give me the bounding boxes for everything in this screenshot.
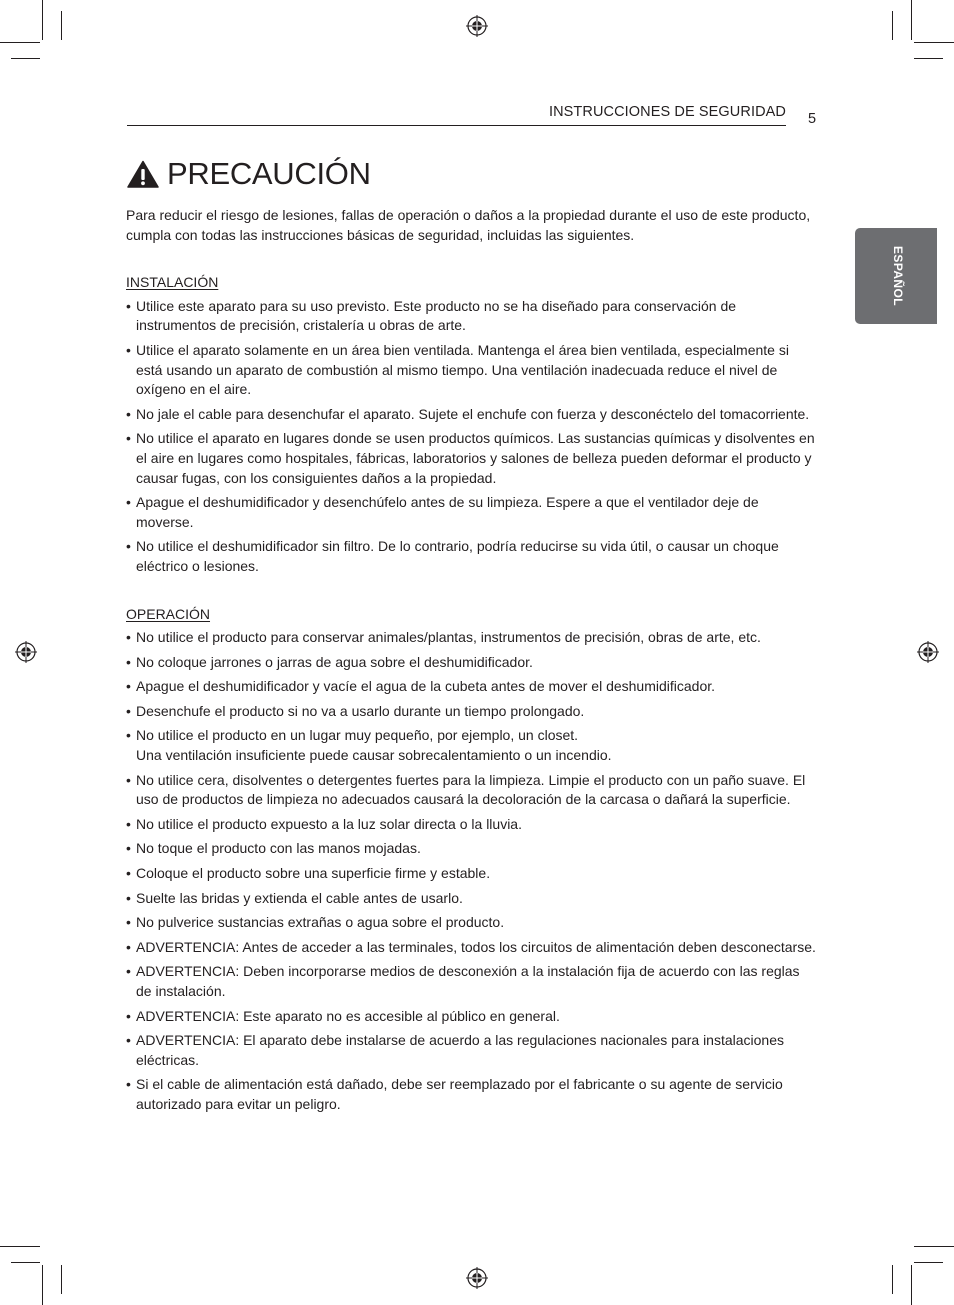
list-item: • Utilice este aparato para su uso previsto. Este producto no se ha diseñado para conservación de instrumentos de precisión, cristalería u obras de arte.	[126, 297, 737, 334]
list-item: • Desenchufe el producto si no va a usarlo durante un tiempo prolongado.	[126, 702, 818, 722]
warning-triangle-icon	[127, 160, 159, 188]
list-item: • No utilice el producto expuesto a la luz solar directa o la lluvia.	[126, 815, 818, 835]
bullet-icon: •	[126, 963, 131, 980]
list-item: • ADVERTENCIA: Antes de acceder a las terminales, todos los circuitos de alimentación deben desconectarse.	[126, 938, 818, 958]
registration-mark-icon	[466, 1267, 488, 1289]
running-header: INSTRUCCIONES DE SEGURIDAD	[548, 104, 786, 120]
registration-mark-icon	[917, 641, 939, 663]
list-item: • No coloque jarrones o jarras de agua sobre el deshumidificador.	[126, 653, 818, 673]
bullet-icon: •	[126, 1032, 131, 1049]
list-item: • Coloque el producto sobre una superficie firme y estable.	[126, 864, 818, 884]
list-item: • Si el cable de alimentación está dañado, debe ser reemplazado por el fabricante o su agente de servicio autorizado para evitar un peligro.	[126, 1076, 783, 1112]
list-item: • ADVERTENCIA: El aparato debe instalarse de acuerdo a las regulaciones nacionales para instalaciones eléctricas.	[126, 1032, 785, 1068]
list-item: • No utilice el producto para conservar animales/plantas, instrumentos de precisión, obras de arte, etc.	[126, 628, 818, 648]
bullet-icon: •	[126, 538, 131, 555]
bullet-icon: •	[126, 1076, 131, 1093]
bullet-icon: •	[126, 405, 131, 422]
list-item: • Utilice el aparato solamente en un área bien ventilada. Mantenga el área bien ventilada, especialmente si está usando un aparato de combustión al mismo tiempo. Una ventilación inadecuada reduce el nivel de oxígeno en el aire.	[126, 341, 789, 398]
section	[126, 605, 818, 1115]
bullet-icon: •	[126, 494, 131, 511]
bullet-list	[126, 297, 818, 577]
registration-mark-icon	[15, 641, 37, 663]
list-item: • ADVERTENCIA: Deben incorporarse medios de desconexión a la instalación fija de acuerdo con las reglas de instalación.	[126, 963, 800, 999]
bullet-icon: •	[126, 727, 131, 744]
bullet-icon: •	[126, 629, 131, 646]
list-item: • Suelte las bridas y extienda el cable antes de usarlo.	[126, 889, 818, 909]
sections	[126, 273, 818, 1114]
header-rule	[127, 125, 786, 126]
bullet-icon: •	[126, 815, 131, 832]
bullet-icon: •	[126, 678, 131, 695]
list-item: • Apague el deshumidificador y vacíe el agua de la cubeta antes de mover el deshumidificador.	[126, 677, 818, 697]
list-item: • No utilice cera, disolventes o detergentes fuertes para la limpieza. Limpie el producto con un paño suave. El uso de productos de limpieza no adecuados causará la decoloración de la carcasa o dañará la superficie.	[126, 771, 806, 808]
safety-content	[126, 206, 818, 1120]
bullet-icon: •	[126, 840, 131, 857]
list-item: • No utilice el aparato en lugares donde se usen productos químicos. Las sustancias químicas y disolventes en el aire en lugares como hospitales, fábricas, laboratorios y salones de belleza pueden deformar el producto y causar fugas, con los consiguientes daños a la propiedad.	[126, 430, 815, 486]
bullet-icon: •	[126, 430, 131, 447]
bullet-icon: •	[126, 889, 131, 906]
section-title: INSTALACIÓN	[126, 274, 219, 291]
list-item: • No utilice el deshumidificador sin filtro. De lo contrario, podría reducirse su vida útil, o causar un choque eléctrico o lesiones.	[126, 538, 779, 574]
bullet-icon: •	[126, 771, 131, 788]
section	[126, 273, 818, 576]
bullet-icon: •	[126, 938, 131, 955]
bullet-icon: •	[126, 341, 131, 358]
list-item: • No utilice el producto en un lugar muy pequeño, por ejemplo, un closet. Una ventilación insuficiente puede causar sobrecalentamiento o un incendio.	[126, 727, 612, 764]
language-tab-label: ESPAÑOL	[891, 246, 905, 306]
page-number: 5	[808, 111, 817, 127]
bullet-icon: •	[126, 702, 131, 719]
intro-paragraph: Para reducir el riesgo de lesiones, fallas de operación o daños a la propiedad durante el uso de este producto, cumpla con todas las instrucciones básicas de seguridad, incluidas las siguientes.	[126, 207, 811, 243]
section-title: OPERACIÓN	[126, 605, 211, 622]
page-title: PRECAUCIÓN	[167, 156, 371, 191]
list-item: • No jale el cable para desenchufar el aparato. Sujete el enchufe con fuerza y desconéctelo del tomacorriente.	[126, 405, 818, 425]
list-item: • No pulverice sustancias extrañas o agua sobre el producto.	[126, 913, 818, 933]
bullet-list	[126, 628, 818, 1114]
bullet-icon: •	[126, 653, 131, 670]
bullet-icon: •	[126, 1007, 131, 1024]
list-item: • Apague el deshumidificador y desenchúfelo antes de su limpieza. Espere a que el ventilador deje de moverse.	[126, 494, 759, 530]
page-title-block	[127, 156, 371, 192]
bullet-icon: •	[126, 865, 131, 882]
bullet-icon: •	[126, 297, 131, 314]
list-item: • ADVERTENCIA: Este aparato no es accesible al público en general.	[126, 1007, 818, 1027]
list-item: • No toque el producto con las manos mojadas.	[126, 839, 818, 859]
bullet-icon: •	[126, 914, 131, 931]
registration-mark-icon	[466, 15, 488, 37]
